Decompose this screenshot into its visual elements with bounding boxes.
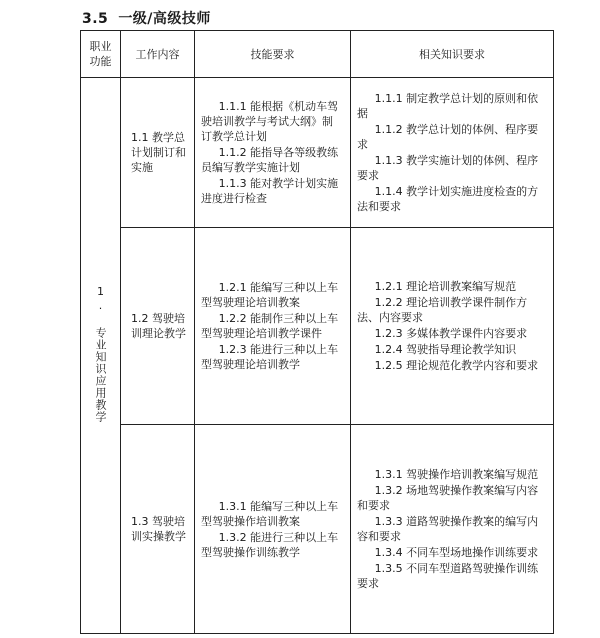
knowledge-item: 1.2.2 理论培训教学课件制作方法、内容要求 <box>357 296 528 324</box>
table-row <box>81 228 554 425</box>
knowledge-item: 1.1.2 教学总计划的体例、程序要求 <box>357 123 539 151</box>
knowledge-item: 1.2.5 理论规范化教学内容和要求 <box>374 359 539 372</box>
section-heading: 一级/高级技师 <box>118 11 211 27</box>
header-skills: 技能要求 <box>195 31 351 78</box>
skill-item: 1.1.1 能根据《机动车驾驶培训教学与考试大纲》制订教学总计划 <box>201 100 339 143</box>
knowledge-item: 1.1.1 制定教学总计划的原则和依据 <box>357 92 539 120</box>
skill-item: 1.2.3 能进行三种以上车型驾驶理论培训教学 <box>201 343 339 371</box>
knowledge-item: 1.2.1 理论培训教案编写规范 <box>374 280 517 293</box>
knowledge-cell <box>351 78 554 228</box>
work-cell: 1.3 驾驶培训实操教学 <box>121 425 195 634</box>
skills-cell <box>195 78 351 228</box>
knowledge-item: 1.3.2 场地驾驶操作教案编写内容和要求 <box>357 484 539 512</box>
knowledge-cell <box>351 425 554 634</box>
function-cell <box>81 78 121 634</box>
knowledge-item: 1.3.1 驾驶操作培训教案编写规范 <box>374 468 539 481</box>
skill-item: 1.1.2 能指导各等级教练员编写教学实施计划 <box>201 146 339 174</box>
header-work: 工作内容 <box>121 31 195 78</box>
skill-item: 1.3.2 能进行三种以上车型驾驶操作训练教学 <box>201 530 339 559</box>
section-title <box>82 8 211 28</box>
skill-item: 1.2.1 能编写三种以上车型驾驶理论培训教案 <box>201 281 339 309</box>
header-knowledge: 相关知识要求 <box>351 31 554 78</box>
skill-standard-table <box>80 30 554 634</box>
knowledge-item: 1.2.3 多媒体教学课件内容要求 <box>374 327 528 340</box>
knowledge-cell <box>351 228 554 425</box>
work-cell: 1.2 驾驶培训理论教学 <box>121 228 195 425</box>
knowledge-item: 1.1.4 教学计划实施进度检查的方法和要求 <box>357 185 539 213</box>
knowledge-item: 1.3.5 不同车型道路驾驶操作训练要求 <box>357 562 539 590</box>
skills-cell <box>195 425 351 634</box>
skill-item: 1.3.1 能编写三种以上车型驾驶操作培训教案 <box>201 499 339 528</box>
table-row <box>81 425 554 634</box>
table-row <box>81 78 554 228</box>
function-name: 1. 专业知识应用教学 <box>94 284 107 423</box>
header-function: 职业功能 <box>81 31 121 78</box>
knowledge-item: 1.2.4 驾驶指导理论教学知识 <box>374 343 517 356</box>
skills-cell <box>195 228 351 425</box>
knowledge-item: 1.1.3 教学实施计划的体例、程序要求 <box>357 154 539 182</box>
section-number: 3.5 <box>82 11 109 27</box>
table-header-row <box>81 31 554 78</box>
skill-item: 1.2.2 能制作三种以上车型驾驶理论培训教学课件 <box>201 312 339 340</box>
skill-item: 1.1.3 能对教学计划实施进度进行检查 <box>201 177 339 205</box>
work-cell: 1.1 教学总计划制订和实施 <box>121 78 195 228</box>
knowledge-item: 1.3.4 不同车型场地操作训练要求 <box>374 546 539 559</box>
knowledge-item: 1.3.3 道路驾驶操作教案的编写内容和要求 <box>357 515 539 543</box>
